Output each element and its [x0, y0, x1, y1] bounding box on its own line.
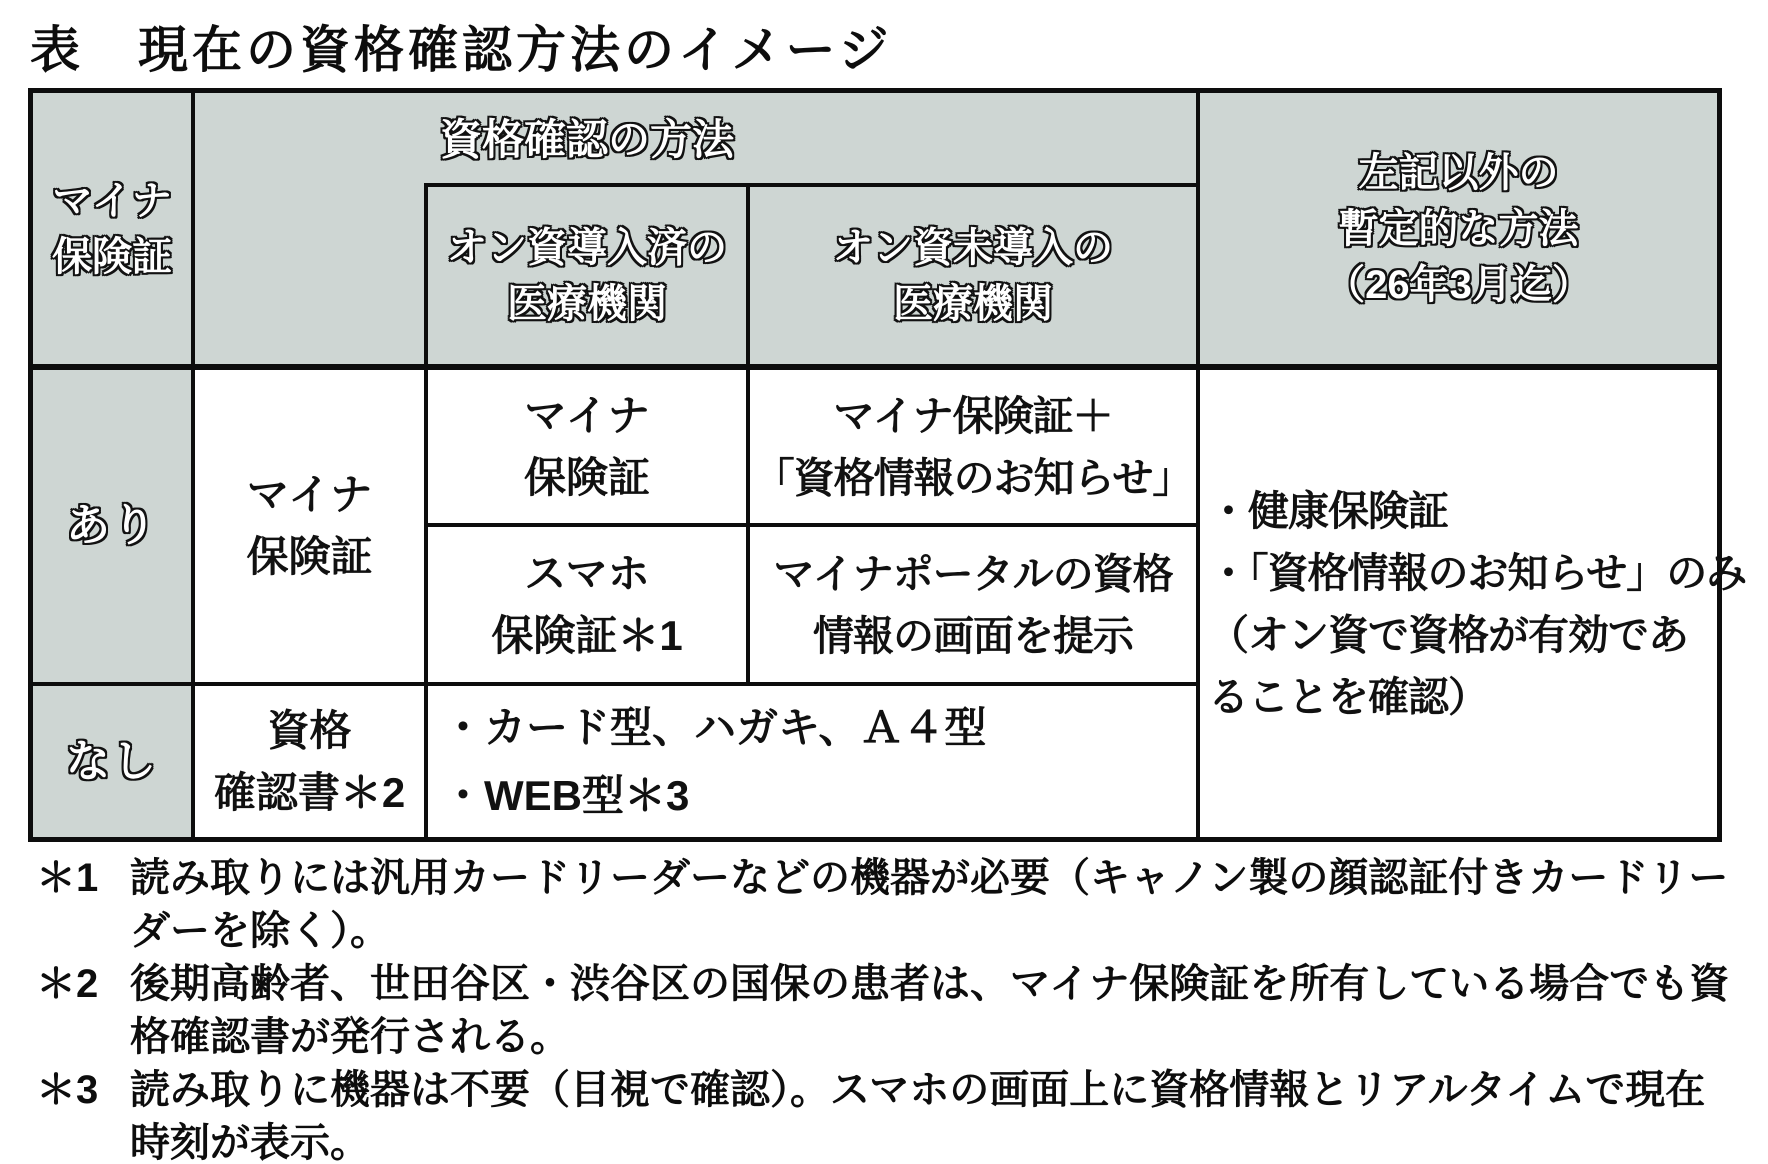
footnote-3-marker: ＊3: [36, 1068, 99, 1112]
cell-nashi-certificate: 資格 確認書＊2: [213, 706, 406, 816]
subheader-onshi-installed: オン資導入済の 医療機関: [447, 225, 727, 326]
footnote-3: [36, 1064, 1742, 1164]
footnote-3-text: 読み取りに機器は不要（目視で確認）。スマホの画面上に資格情報とリアルタイムで現在時刻が表示。: [130, 1068, 1706, 1164]
footnote-2-marker: ＊2: [36, 962, 99, 1006]
cell-installed-myna-card: マイナ 保険証: [523, 391, 650, 501]
cell-installed-smartphone-card: スマホ 保険証＊1: [491, 549, 683, 659]
row-label-nashi: なし: [66, 736, 158, 786]
page-title: 表 現在の資格確認方法のイメージ: [30, 22, 893, 78]
cell-ari-holder-myna: マイナ 保険証: [246, 471, 373, 580]
footnotes: [36, 852, 1742, 1164]
cell-provisional-body: ・健康保険証 ・「資格情報のお知らせ」のみ （オン資で資格が有効であ ることを確認）: [1208, 487, 1747, 720]
footnote-1-marker: ＊1: [36, 856, 99, 900]
footnote-2-text: 後期高齢者、世田谷区・渋谷区の国保の患者は、マイナ保険証を所有している場合でも資格確認書が発行される。: [130, 962, 1730, 1059]
cell-notinstalled-mynaportal-screen: マイナポータルの資格 情報の画面を提示: [773, 550, 1173, 659]
header-provisional-methods: 左記以外の 暫定的な方法 （26年3月迄）: [1325, 150, 1592, 307]
corner-header-myna-card: マイナ 保険証: [52, 178, 172, 279]
cell-nashi-certificate-types: ・カード型、ハガキ、Ａ４型 ・WEB型＊3: [442, 703, 987, 819]
footnote-2: [36, 958, 1742, 1064]
subheader-onshi-not-installed: オン資未導入の 医療機関: [833, 225, 1113, 326]
header-confirmation-method: 資格確認の方法: [439, 116, 734, 163]
footnote-1-text: 読み取りには汎用カードリーダーなどの機器が必要（キャノン製の顔認証付きカードリーダーを除く）。: [130, 856, 1729, 953]
qualification-table: [28, 88, 1747, 842]
cell-notinstalled-myna-plus-notice: マイナ保険証＋ 「資格情報のお知らせ」: [753, 392, 1193, 501]
row-label-ari: あり: [66, 501, 158, 550]
footnote-1: [36, 852, 1742, 958]
